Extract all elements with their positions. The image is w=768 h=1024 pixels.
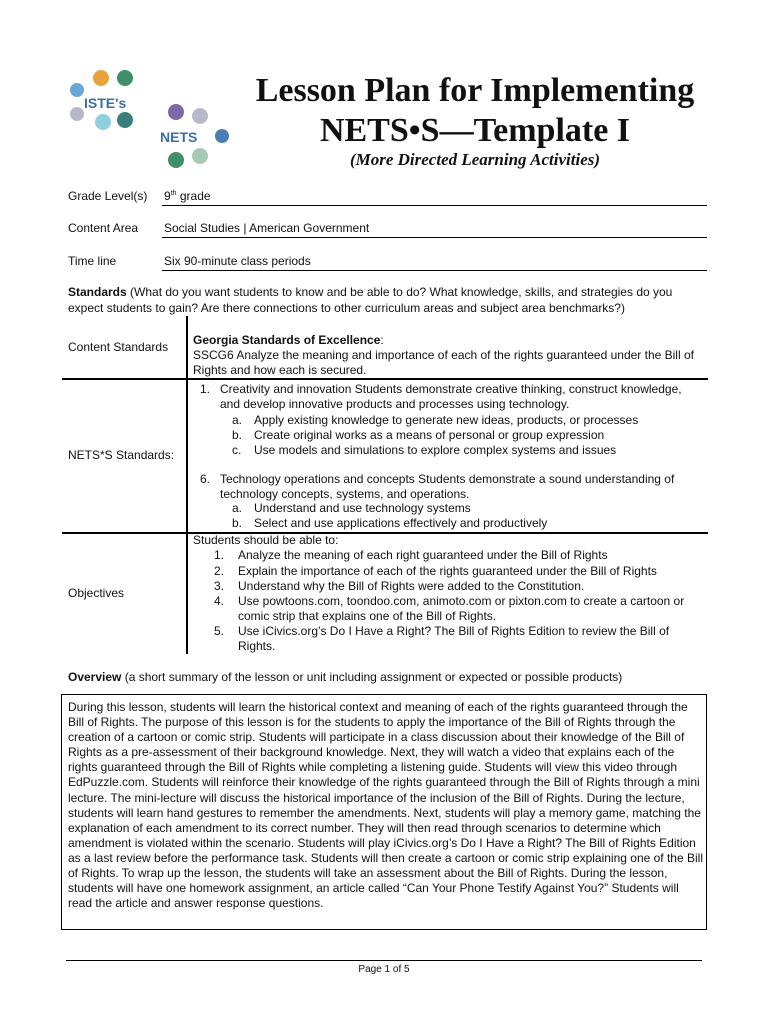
overview-description: (a short summary of the lesson or unit including assignment or expected or possible products): [121, 670, 623, 684]
objective-text: Use powtoons.com, toondoo.com, animoto.com or pixton.com to create a cartoon or comic strip that explains one of the Bill of Rights.: [238, 594, 685, 623]
content-area-label: Content Area: [68, 221, 139, 235]
content-standards-cell: [193, 333, 703, 378]
nets-1c-letter: c.: [232, 443, 242, 457]
page-subtitle: (More Directed Learning Activities): [349, 150, 601, 169]
grade-level-underline: [162, 205, 707, 206]
nets-standards-label: NETS*S Standards:: [68, 448, 175, 462]
standards-description: (What do you want students to know and be able to do? What knowledge, skills, and strategies do you expect students to gain? Are there connections to other curriculum areas and subject area benchmarks?): [68, 285, 673, 315]
footer-rule: [66, 960, 702, 961]
content-standards-colon: :: [380, 333, 384, 347]
objectives-label: Objectives: [68, 586, 125, 600]
nets-1b-letter: b.: [232, 428, 243, 442]
nets-6-number: 6.: [200, 472, 211, 486]
page-title-line2: NETS•S—Template I: [319, 112, 631, 149]
table-vertical-divider: [186, 316, 188, 654]
content-area-underline: [162, 237, 707, 238]
timeline-label: Time line: [68, 254, 117, 268]
objective-text: Use iCivics.org’s Do I Have a Right? The Bill of Rights Edition to review the Bill of Rights.: [238, 624, 670, 653]
logo-text-nets: NETS: [160, 129, 198, 145]
objective-text: Analyze the meaning of each right guaranteed under the Bill of Rights: [238, 548, 608, 562]
objectives-intro: Students should be able to:: [193, 533, 339, 547]
timeline-underline: [162, 270, 707, 271]
content-area-value[interactable]: Social Studies | American Government: [164, 221, 370, 235]
objective-text: Understand why the Bill of Rights were added to the Constitution.: [238, 579, 585, 593]
iste-nets-logo: [68, 70, 230, 170]
grade-level-value[interactable]: [164, 189, 211, 203]
nets-6a-letter: a.: [232, 501, 243, 515]
logo-text-iste: ISTE's: [84, 95, 127, 111]
page-number: Page 1 of 5: [358, 964, 410, 975]
overview-intro: [68, 669, 708, 685]
grade-word: grade: [176, 189, 211, 203]
objective-text: Explain the importance of each of the rights guaranteed under the Bill of Rights: [238, 564, 657, 578]
objective-number: 4.: [214, 594, 225, 608]
objective-number: 1.: [214, 548, 225, 562]
timeline-value[interactable]: Six 90-minute class periods: [164, 254, 311, 268]
nets-6a-text: Understand and use technology systems: [254, 501, 471, 515]
nets-1a-text: Apply existing knowledge to generate new ideas, products, or processes: [254, 413, 639, 427]
content-standards-heading: Georgia Standards of Excellence: [193, 333, 381, 347]
standards-intro: [68, 284, 708, 316]
overview-heading: Overview: [68, 670, 122, 684]
overview-body: During this lesson, students will learn the historical context and meaning of each of the rights guaranteed through the Bill of Rights. The purpose of this lesson is for the students to apply the importance of the Bill of Rights through the creation of a cartoon or comic strip. Students will participate in a class discussion about their knowledge of the Bill of Rights as a pre-assessment of their background knowledge. Next, they will watch a video that explains each of the rights guaranteed through the Bill of Rights while completing a listening guide. Students will view this video through EdPuzzle.com. Students will reinforce their knowledge of the rights guaranteed through the Bill of Rights through a mini lecture. The mini-lecture will discuss the historical importance of the inclusion of the Bill of Rights. During the lecture, students will learn hand gestures to remember the amendments. Next, students will play a memory game, matching the explanation of each amendment to its correct number. They will then read through scenarios to determine which amendment is violated within the scenario. Students will play iCivics.org’s Do I Have a Right? The Bill of Rights Edition as a last review before the performance task. Students will then create a cartoon or comic strip explaining one of the Bill of Rights. To wrap up the lesson, the students will take an assessment about the Bill of Rights. During the lesson, students will have one homework assignment, an article called “Can Your Phone Testify Against You?” Students will read the article and answer response questions.: [68, 700, 703, 911]
nets-6b-text: Select and use applications effectively and productively: [254, 516, 548, 530]
table-row-divider-2: [62, 532, 708, 534]
nets-6b-letter: b.: [232, 516, 243, 530]
content-standards-label: Content Standards: [68, 340, 169, 354]
grade-level-label: Grade Level(s): [68, 189, 148, 203]
page-title-line1: Lesson Plan for Implementing: [255, 72, 695, 109]
objective-number: 5.: [214, 624, 225, 638]
nets-1c-text: Use models and simulations to explore complex systems and issues: [254, 443, 617, 457]
nets-1a-letter: a.: [232, 413, 243, 427]
nets-6-text: Technology operations and concepts Students demonstrate a sound understanding of technology concepts, systems, and operations.: [220, 472, 675, 501]
grade-number: 9: [164, 189, 171, 203]
standards-heading: Standards: [68, 285, 127, 299]
table-row-divider-1: [62, 378, 708, 380]
content-standards-text: SSCG6 Analyze the meaning and importance of each of the rights guaranteed under the Bill of Rights and how each is secured.: [193, 348, 694, 377]
objective-number: 3.: [214, 579, 225, 593]
objective-number: 2.: [214, 564, 225, 578]
nets-1b-text: Create original works as a means of personal or group expression: [254, 428, 605, 442]
grade-suffix: th: [170, 190, 177, 197]
nets-1-number: 1.: [200, 382, 211, 396]
nets-1-text: Creativity and innovation Students demonstrate creative thinking, construct knowledge, and develop innovative products and processes using technology.: [220, 382, 682, 411]
